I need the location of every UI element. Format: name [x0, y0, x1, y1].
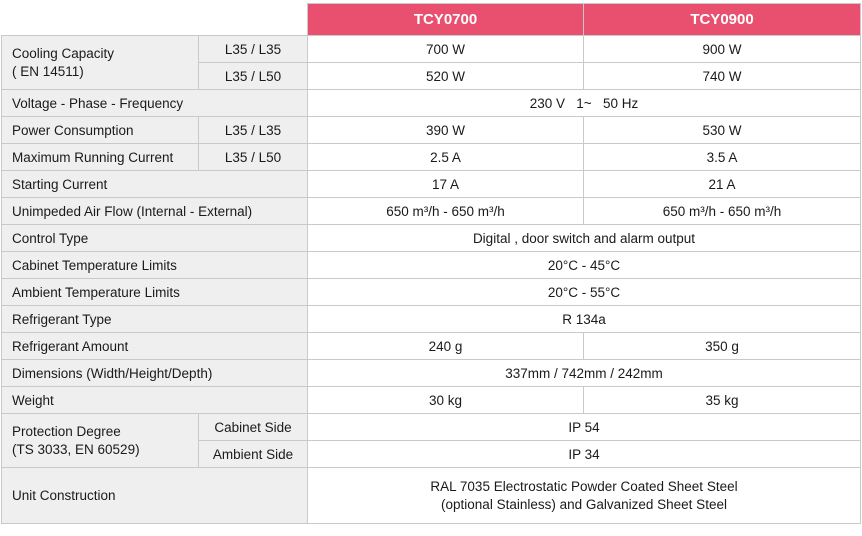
value-line: RAL 7035 Electrostatic Powder Coated Sheet Steel	[430, 478, 738, 494]
table-row	[2, 36, 861, 63]
table-row	[2, 225, 861, 252]
max-running-current-label: Maximum Running Current	[2, 144, 199, 171]
value-cell: 21 A	[584, 171, 861, 198]
table-row	[2, 171, 861, 198]
value-cell: 35 kg	[584, 387, 861, 414]
protection-degree-label	[2, 414, 199, 468]
control-type-label: Control Type	[2, 225, 308, 252]
spec-table	[1, 3, 861, 524]
condition-label: Cabinet Side	[199, 414, 308, 441]
value-cell: 390 W	[308, 117, 584, 144]
dimensions-label: Dimensions (Width/Height/Depth)	[2, 360, 308, 387]
value-cell: 337mm / 742mm / 242mm	[308, 360, 861, 387]
unit-construction-label: Unit Construction	[2, 468, 308, 524]
model-header-tcy0900: TCY0900	[584, 4, 861, 36]
condition-label: L35 / L50	[199, 144, 308, 171]
starting-current-label: Starting Current	[2, 171, 308, 198]
value-cell: 20°C - 55°C	[308, 279, 861, 306]
refrigerant-amount-label: Refrigerant Amount	[2, 333, 308, 360]
table-row	[2, 360, 861, 387]
weight-label: Weight	[2, 387, 308, 414]
value-cell: 650 m³/h - 650 m³/h	[584, 198, 861, 225]
table-row	[2, 252, 861, 279]
table-row	[2, 468, 861, 524]
value-cell: 530 W	[584, 117, 861, 144]
value-cell: 650 m³/h - 650 m³/h	[308, 198, 584, 225]
value-cell: 520 W	[308, 63, 584, 90]
value-cell: 900 W	[584, 36, 861, 63]
value-cell	[308, 468, 861, 524]
header-row	[2, 4, 861, 36]
value-cell: 2.5 A	[308, 144, 584, 171]
value-cell: R 134a	[308, 306, 861, 333]
condition-label: L35 / L35	[199, 36, 308, 63]
label-line: Cooling Capacity	[12, 45, 115, 61]
cooling-capacity-label	[2, 36, 199, 90]
value-line: (optional Stainless) and Galvanized Sheet Steel	[441, 496, 727, 512]
value-cell: 20°C - 45°C	[308, 252, 861, 279]
label-line: (TS 3033, EN 60529)	[12, 441, 140, 457]
table-row	[2, 90, 861, 117]
value-cell: 3.5 A	[584, 144, 861, 171]
table-row	[2, 198, 861, 225]
value-cell: 350 g	[584, 333, 861, 360]
value-cell: IP 34	[308, 441, 861, 468]
value-cell: 17 A	[308, 171, 584, 198]
value-cell: 30 kg	[308, 387, 584, 414]
table-row	[2, 414, 861, 441]
power-consumption-label: Power Consumption	[2, 117, 199, 144]
value-cell: 740 W	[584, 63, 861, 90]
ambient-temp-label: Ambient Temperature Limits	[2, 279, 308, 306]
cabinet-temp-label: Cabinet Temperature Limits	[2, 252, 308, 279]
label-line: Protection Degree	[12, 423, 121, 439]
model-header-tcy0700: TCY0700	[308, 4, 584, 36]
table-row	[2, 144, 861, 171]
value-cell: 700 W	[308, 36, 584, 63]
value-cell: IP 54	[308, 414, 861, 441]
table-row	[2, 387, 861, 414]
header-blank	[2, 4, 308, 36]
refrigerant-type-label: Refrigerant Type	[2, 306, 308, 333]
value-cell: 240 g	[308, 333, 584, 360]
value-cell: Digital , door switch and alarm output	[308, 225, 861, 252]
table-row	[2, 279, 861, 306]
table-row	[2, 306, 861, 333]
condition-label: L35 / L50	[199, 63, 308, 90]
air-flow-label: Unimpeded Air Flow (Internal - External)	[2, 198, 308, 225]
condition-label: L35 / L35	[199, 117, 308, 144]
table-row	[2, 117, 861, 144]
condition-label: Ambient Side	[199, 441, 308, 468]
table-row	[2, 333, 861, 360]
label-line: ( EN 14511)	[12, 63, 84, 79]
voltage-label: Voltage - Phase - Frequency	[2, 90, 308, 117]
value-cell: 230 V 1~ 50 Hz	[308, 90, 861, 117]
